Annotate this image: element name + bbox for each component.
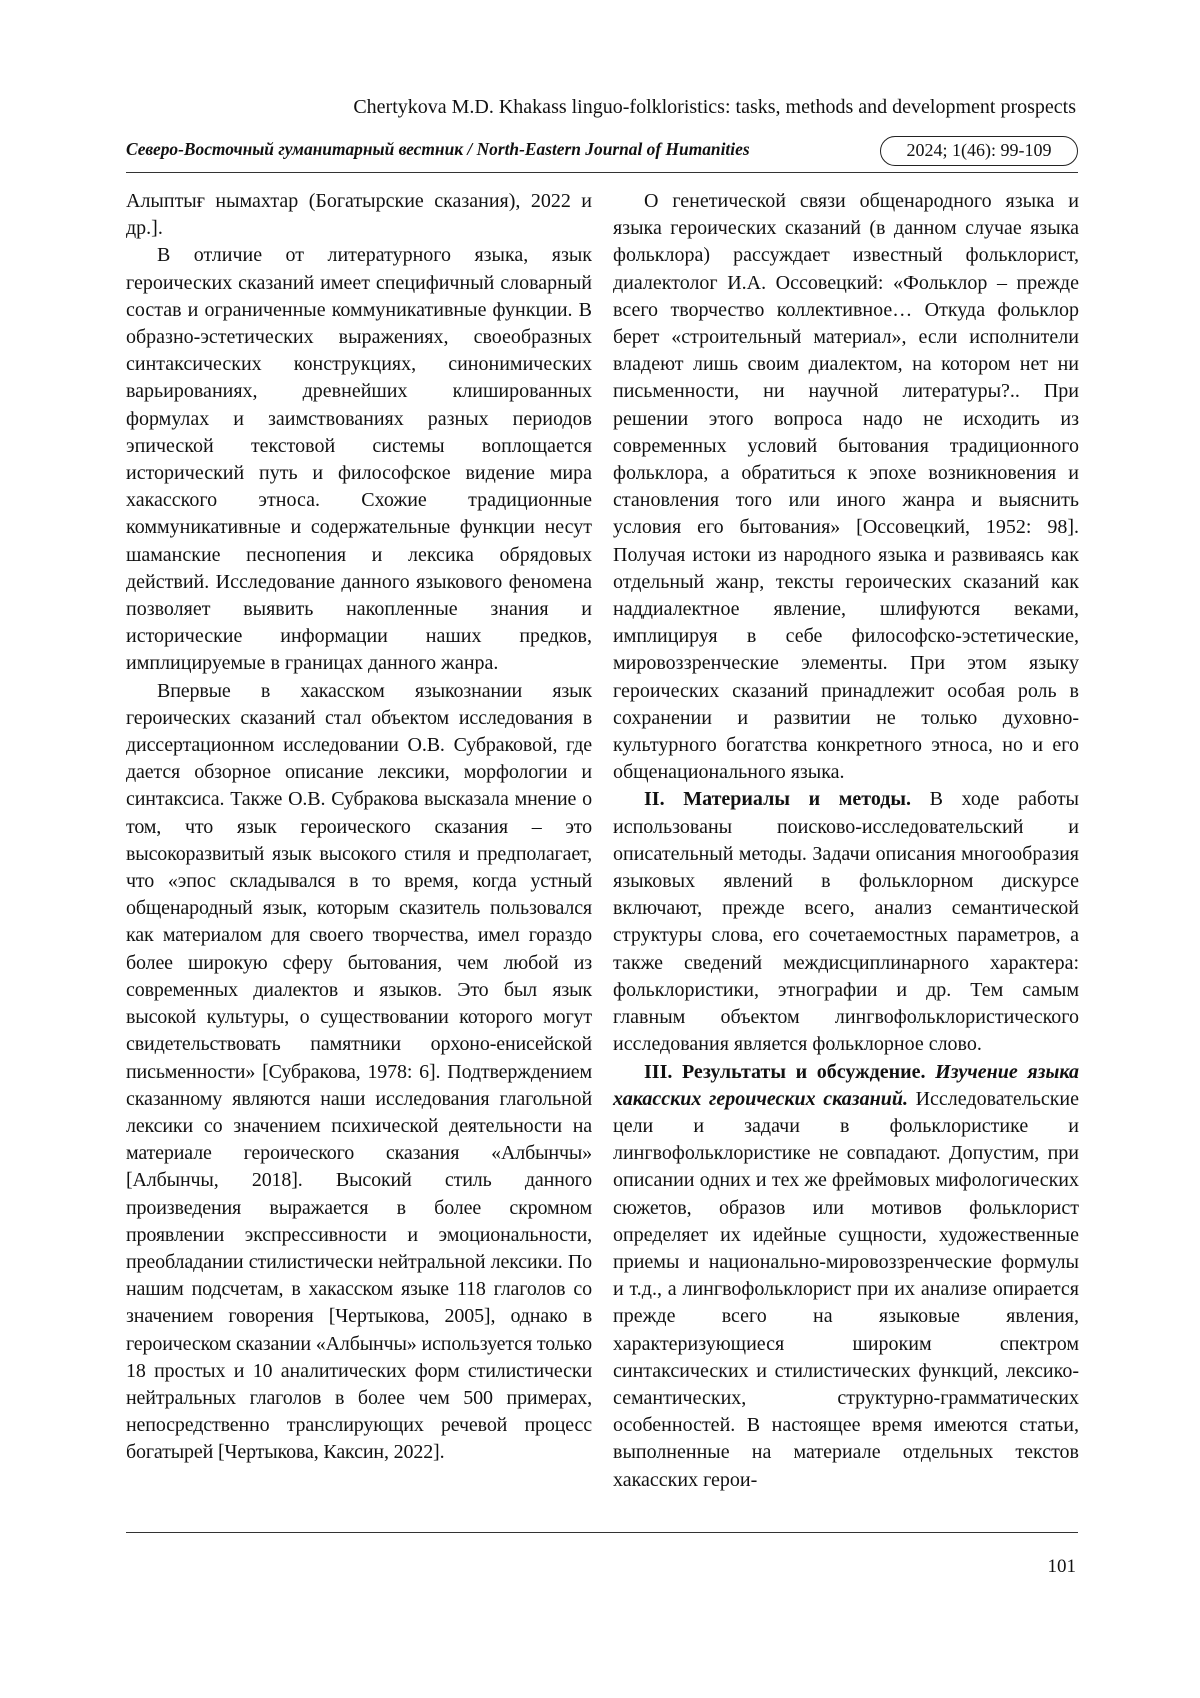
left-paragraph-1: Алыптығ нымахтар (Богатырские сказания), 2022 и др.]. bbox=[126, 190, 592, 240]
right-paragraph-1: О генетической связи общенародного языка и языка героических сказаний (в данном случае языка фольклора) рассуждает известный фольклорист, диалектолог И.А. Оссовецкий: «Фольклор – прежде всего творчество коллективное… Откуда фольклор берет «строительный материал», если исполнители владеют лишь своим диалектом, на котором нет ни письменности, ни научной литературы?.. При решении этого вопроса надо не исходить из современных условий бытования традиционного фольклора, а обратиться к эпохе возникновения и становления того или иного жанра и выяснить условия его бытования» [Оссовецкий, 1952: 98]. Получая истоки из народного языка и развиваясь как отдельный жанр, тексты героических сказаний как наддиалектное явление, шлифуются веками, имплицируя в себе философско-эстетические, мировоззренческие элементы. При этом языку героических сказаний принадлежит особая роль в сохранении и развитии не только духовно-культурного богатства конкретного этноса, но и его общенационального языка. bbox=[613, 190, 1079, 784]
results-text: Исследовательские цели и задачи в фольклористике и лингвофольклористике не совпадают. Допустим, при описании одних и тех же фреймовых мифологических сюжетов, образов или мотивов фольклорист определяет их идейные сущности, художественные приемы и национально-мировоззренческие формулы и т.д., а лингвофольклорист при их анализе опирается прежде всего на языковые явления, характеризующиеся широким спектром синтаксических и стилистических функций, лексико-семантических, структурно-грамматических особенностей. В настоящее время имеются статьи, выполненные на материале отдельных текстов хакасских герои- bbox=[613, 1087, 1080, 1491]
results-heading: III. Результаты и обсуждение. bbox=[644, 1060, 926, 1083]
right-column bbox=[613, 188, 1079, 1494]
methods-text: В ходе работы использованы поисково-исследовательский и описательный методы. Задачи описания многообразия языковых явлений в фольклорном дискурсе включают, прежде всего, анализ семантической структуры слова, его сочетаемостных параметров, а также сведений междисциплинарного характера: фольклористики, этнографии и др. Тем самым главным объектом лингвофольклористического исследования является фольклорное слово. bbox=[613, 788, 1079, 1056]
footer-divider bbox=[126, 1532, 1078, 1533]
header-divider bbox=[126, 172, 1078, 173]
left-paragraph-2: В отличие от литературного языка, язык героических сказаний имеет специфичный словарный состав и ограниченные коммуникативные функции. В образно-эстетических выражениях, своеобразных синтаксических конструкциях, синонимических варьированиях, древнейших клишированных формулах и заимствованиях разных периодов эпической текстовой системы воплощается исторический путь и философское видение мира хакасского этноса. Схожие традиционные коммуникативные и содержательные функции несут шаманские песнопения и лексика обрядовых действий. Исследование данного языкового феномена позволяет выявить накопленные знания и исторические информации наших предков, имплицируемые в границах данного жанра. bbox=[126, 244, 592, 675]
running-title: Chertykova M.D. Khakass linguo-folkloristics: tasks, methods and development prospects bbox=[353, 96, 1076, 118]
left-paragraph-3: Впервые в хакасском языкознании язык героических сказаний стал объектом исследования в диссертационном исследовании О.В. Субраковой, где дается обзорное описание лексики, морфологии и синтаксиса. Также О.В. Субракова высказала мнение о том, что язык героического сказания – это высокоразвитый язык высокого стиля и предполагает, что «эпос складывался в то время, когда устный общенародный язык, которым сказитель пользовался как материалом для своего творчества, имел гораздо более широкую сферу бытования, чем любой из современных диалектов и языков. Это был язык высокой культуры, о существовании которого могут свидетельствовать памятники орхоно-енисейской письменности» [Субракова, 1978: 6]. Подтверждением сказанному являются наши исследования глагольной лексики со значением психической деятельности на материале героического сказания «Албынчы» [Албынчы, 2018]. Высокий стиль данного произведения выражается в более скромном проявлении экспрессивности и эмоциональности, преобладании стилистически нейтральной лексики. По нашим подсчетам, в хакасском языке 118 глаголов со значением говорения [Чертыкова, 2005], однако в героическом сказании «Албынчы» используется только 18 простых и 10 аналитических форм стилистически нейтральных глаголов в более чем 500 примерах, непосредственно транслирующих речевой процесс богатырей [Чертыкова, Каксин, 2022]. bbox=[126, 679, 592, 1464]
journal-line bbox=[126, 136, 1078, 168]
methods-heading: II. Материалы и методы. bbox=[644, 788, 911, 811]
methods-paragraph bbox=[613, 786, 1079, 1058]
left-column bbox=[126, 188, 592, 1467]
results-paragraph bbox=[613, 1059, 1079, 1494]
journal-title: Северо-Восточный гуманитарный вестник / North-Eastern Journal of Humanities bbox=[126, 139, 750, 159]
page-number: 101 bbox=[1047, 1556, 1076, 1577]
results-subheading: Изучение языка хакасских героических сказаний. bbox=[613, 1060, 1080, 1110]
issue-badge: 2024; 1(46): 99-109 bbox=[880, 136, 1078, 166]
